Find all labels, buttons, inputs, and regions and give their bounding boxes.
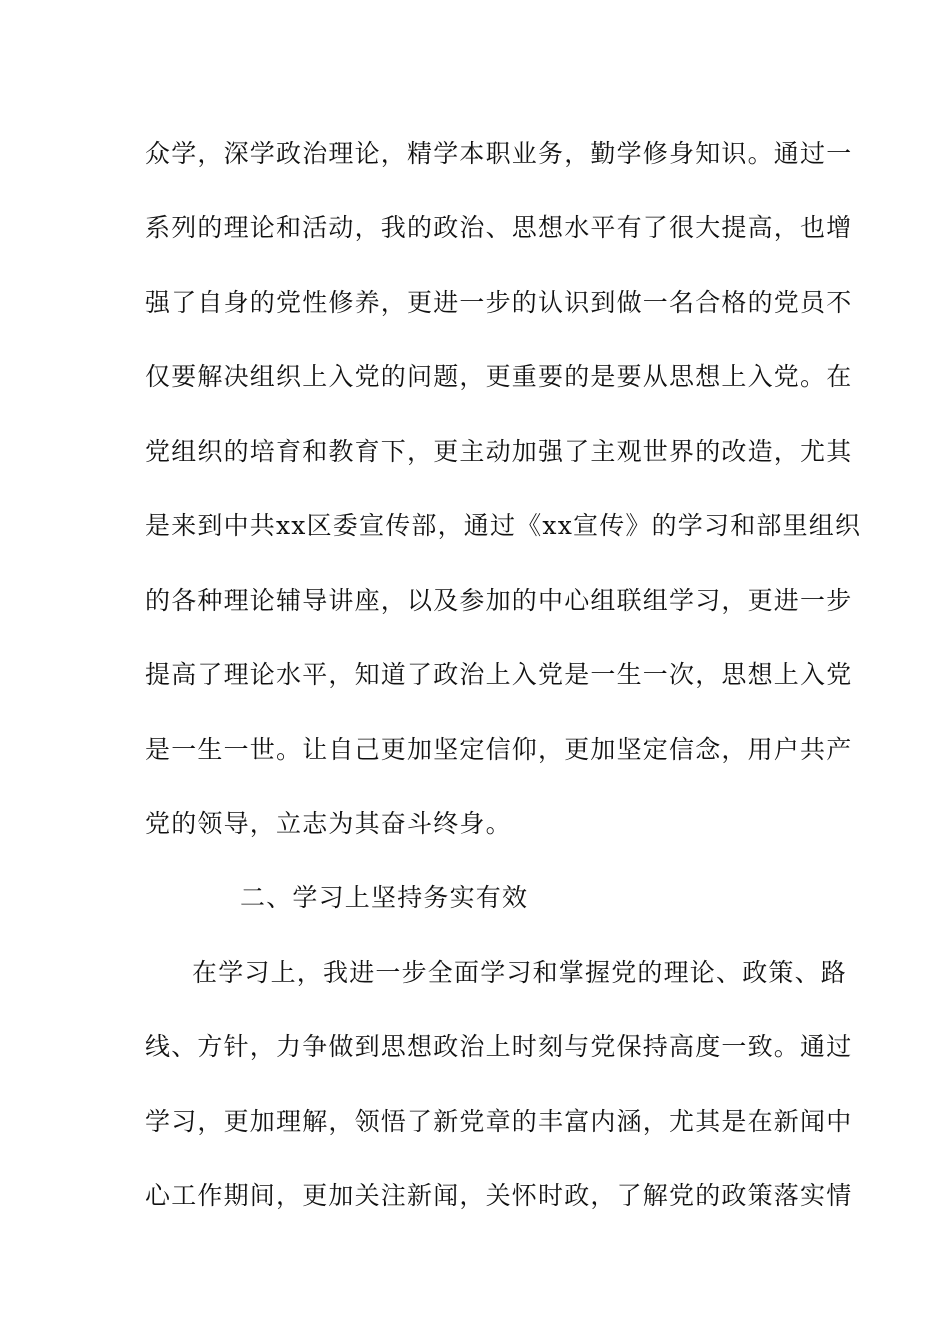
paragraph-first-line: 在学习上，我进一步全面学习和掌握党的理论、政策、路 <box>192 958 848 987</box>
section-heading: 二、学习上坚持务实有效 <box>240 883 529 912</box>
paragraph-line: 的各种理论辅导讲座，以及参加的中心组联组学习，更进一步 <box>145 586 853 615</box>
paragraph-last-line: 党的领导，立志为其奋斗终身。 <box>145 809 512 838</box>
paragraph-line: 是来到中共xx区委宣传部，通过《xx宣传》的学习和部里组织 <box>145 511 862 540</box>
paragraph-line: 系列的理论和活动，我的政治、思想水平有了很大提高，也增 <box>145 213 853 242</box>
paragraph-line: 强了自身的党性修养，更进一步的认识到做一名合格的党员不 <box>145 288 853 317</box>
paragraph-line: 是一生一世。让自己更加坚定信仰，更加坚定信念，用户共产 <box>145 735 853 764</box>
paragraph-line: 提高了理论水平，知道了政治上入党是一生一次，思想上入党 <box>145 660 853 689</box>
paragraph-line: 线、方针，力争做到思想政治上时刻与党保持高度一致。通过 <box>145 1032 853 1061</box>
paragraph-line: 仅要解决组织上入党的问题，更重要的是要从思想上入党。在 <box>145 362 853 391</box>
paragraph-line: 党组织的培育和教育下，更主动加强了主观世界的改造，尤其 <box>145 437 853 466</box>
paragraph-line: 学习，更加理解，领悟了新党章的丰富内涵，尤其是在新闻中 <box>145 1107 853 1136</box>
paragraph-line: 众学，深学政治理论，精学本职业务，勤学修身知识。通过一 <box>145 139 853 168</box>
paragraph-line: 心工作期间，更加关注新闻，关怀时政，了解党的政策落实情 <box>145 1181 853 1210</box>
